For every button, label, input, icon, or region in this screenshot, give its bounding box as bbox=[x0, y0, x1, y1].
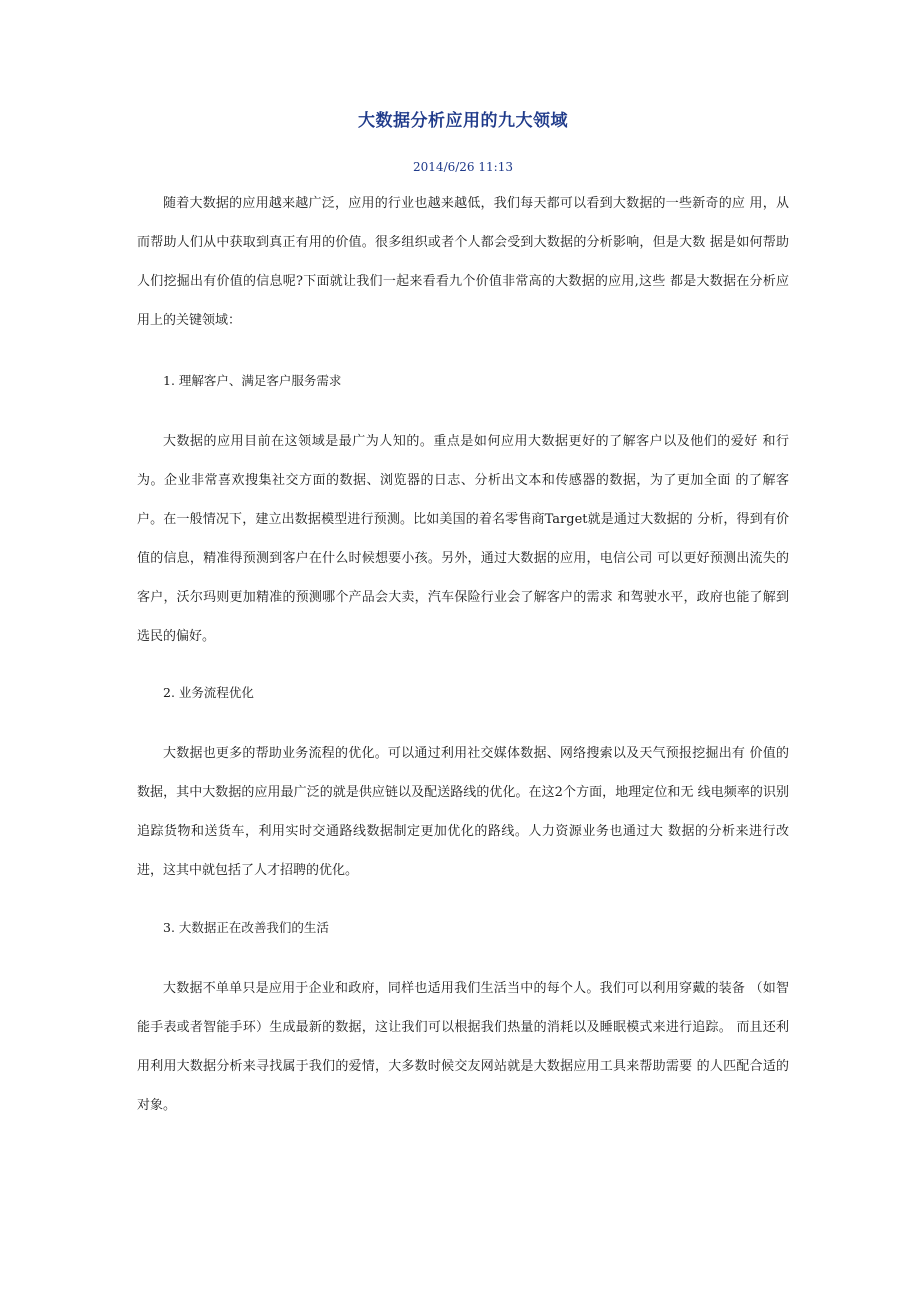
section-body-1: 大数据的应用目前在这领域是最广为人知的。重点是如何应用大数据更好的了解客户以及他们的爱好 和行为。企业非常喜欢搜集社交方面的数据、浏览器的日志、分析出文本和传感器的数据，为了更加全面 的了解客户。在一般情况下，建立出数据模型进行预测。比如美国的着名零售商Target就是通过大数据的 分析，得到有价值的信息，精准得预测到客户在什么时候想要小孩。另外，通过大数据的应用，电信公司 可以更好预测出流失的客户，沃尔玛则更加精准的预测哪个产品会大卖，汽车保险行业会了解客户的需求 和驾驶水平，政府也能了解到选民的偏好。 bbox=[137, 434, 789, 644]
article-title: 大数据分析应用的九大领域 bbox=[358, 111, 568, 131]
section-heading-1: 1. 理解客户、满足客户服务需求 bbox=[163, 373, 342, 388]
intro-paragraph: 随着大数据的应用越来越广泛，应用的行业也越来越低，我们每天都可以看到大数据的一些新奇的应 用，从而帮助人们从中获取到真正有用的价值。很多组织或者个人都会受到大数据的分析影响，但是大数 据是如何帮助人们挖掘出有价值的信息呢?下面就让我们一起来看看九个价值非常高的大数据的应用,这些 都是大数据在分析应用上的关键领域： bbox=[137, 196, 789, 328]
section-body-2: 大数据也更多的帮助业务流程的优化。可以通过利用社交媒体数据、网络搜索以及天气预报挖掘出有 价值的数据，其中大数据的应用最广泛的就是供应链以及配送路线的优化。在这2个方面，地理定位和无 线电频率的识别追踪货物和送货车，利用实时交通路线数据制定更加优化的路线。人力资源业务也通过大 数据的分析来进行改进，这其中就包括了人才招聘的优化。 bbox=[137, 746, 789, 878]
article-date: 2014/6/26 11:13 bbox=[413, 160, 513, 174]
section-body-3: 大数据不单单只是应用于企业和政府，同样也适用我们生活当中的每个人。我们可以利用穿戴的装备 （如智能手表或者智能手环）生成最新的数据，这让我们可以根据我们热量的消耗以及睡眠模式来进行追踪。 而且还利用利用大数据分析来寻找属于我们的爱情，大多数时候交友网站就是大数据应用工具来帮助需要 的人匹配合适的对象。 bbox=[137, 981, 789, 1113]
section-heading-3: 3. 大数据正在改善我们的生活 bbox=[163, 920, 329, 935]
section-heading-2: 2. 业务流程优化 bbox=[163, 685, 254, 700]
